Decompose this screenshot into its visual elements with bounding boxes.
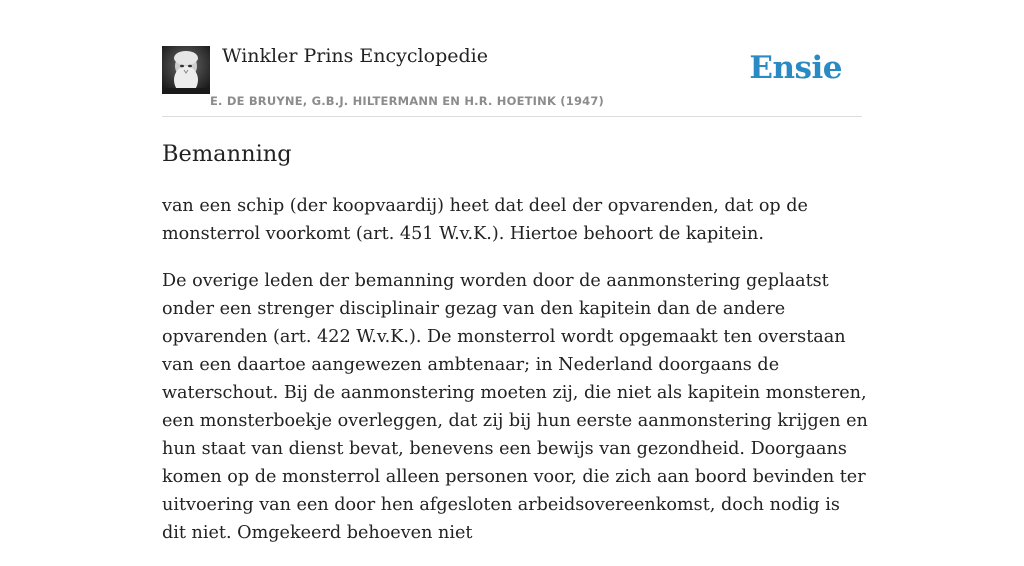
article-paragraph: De overige leden der bemanning worden door de aanmonstering geplaatst onder een strenger disciplinair gezag van den kapitein dan de andere opvarenden (art. 422 W.v.K.). De monsterrol wordt opgemaakt ten overstaan van een daartoe aangewezen ambtenaar; in Nederland doorgaans de waterschout. Bij de aanmonstering moeten zij, die niet als kapitein monsteren, een monsterboekje overleggen, dat zij bij hun eerste aanmonstering krijgen en hun staat van dienst bevat, benevens een bewijs van gezondheid. Doorgaans komen op de monsterrol alleen personen voor, die zich aan boord bevinden ter uitvoering van een door hen afgesloten arbeidsovereenkomst, doch nodig is dit niet. Omgekeerd behoeven niet xyxy=(162,271,868,543)
site-title[interactable]: Winkler Prins Encyclopedie xyxy=(222,45,488,67)
article-paragraph: van een schip (der koopvaardij) heet dat deel der opvarenden, dat op de monsterrol voorkomt (art. 451 W.v.K.). Hiertoe behoort de kapitein. xyxy=(162,196,808,244)
article-title: Bemanning xyxy=(162,141,292,167)
brand-logo-link[interactable]: Ensie xyxy=(749,50,842,86)
article xyxy=(162,138,868,566)
author-avatar xyxy=(162,46,210,94)
avatar-portrait-icon xyxy=(162,46,210,94)
site-subtitle: E. DE BRUYNE, G.B.J. HILTERMANN EN H.R. HOETINK (1947) xyxy=(210,94,605,108)
site-header xyxy=(162,44,862,117)
